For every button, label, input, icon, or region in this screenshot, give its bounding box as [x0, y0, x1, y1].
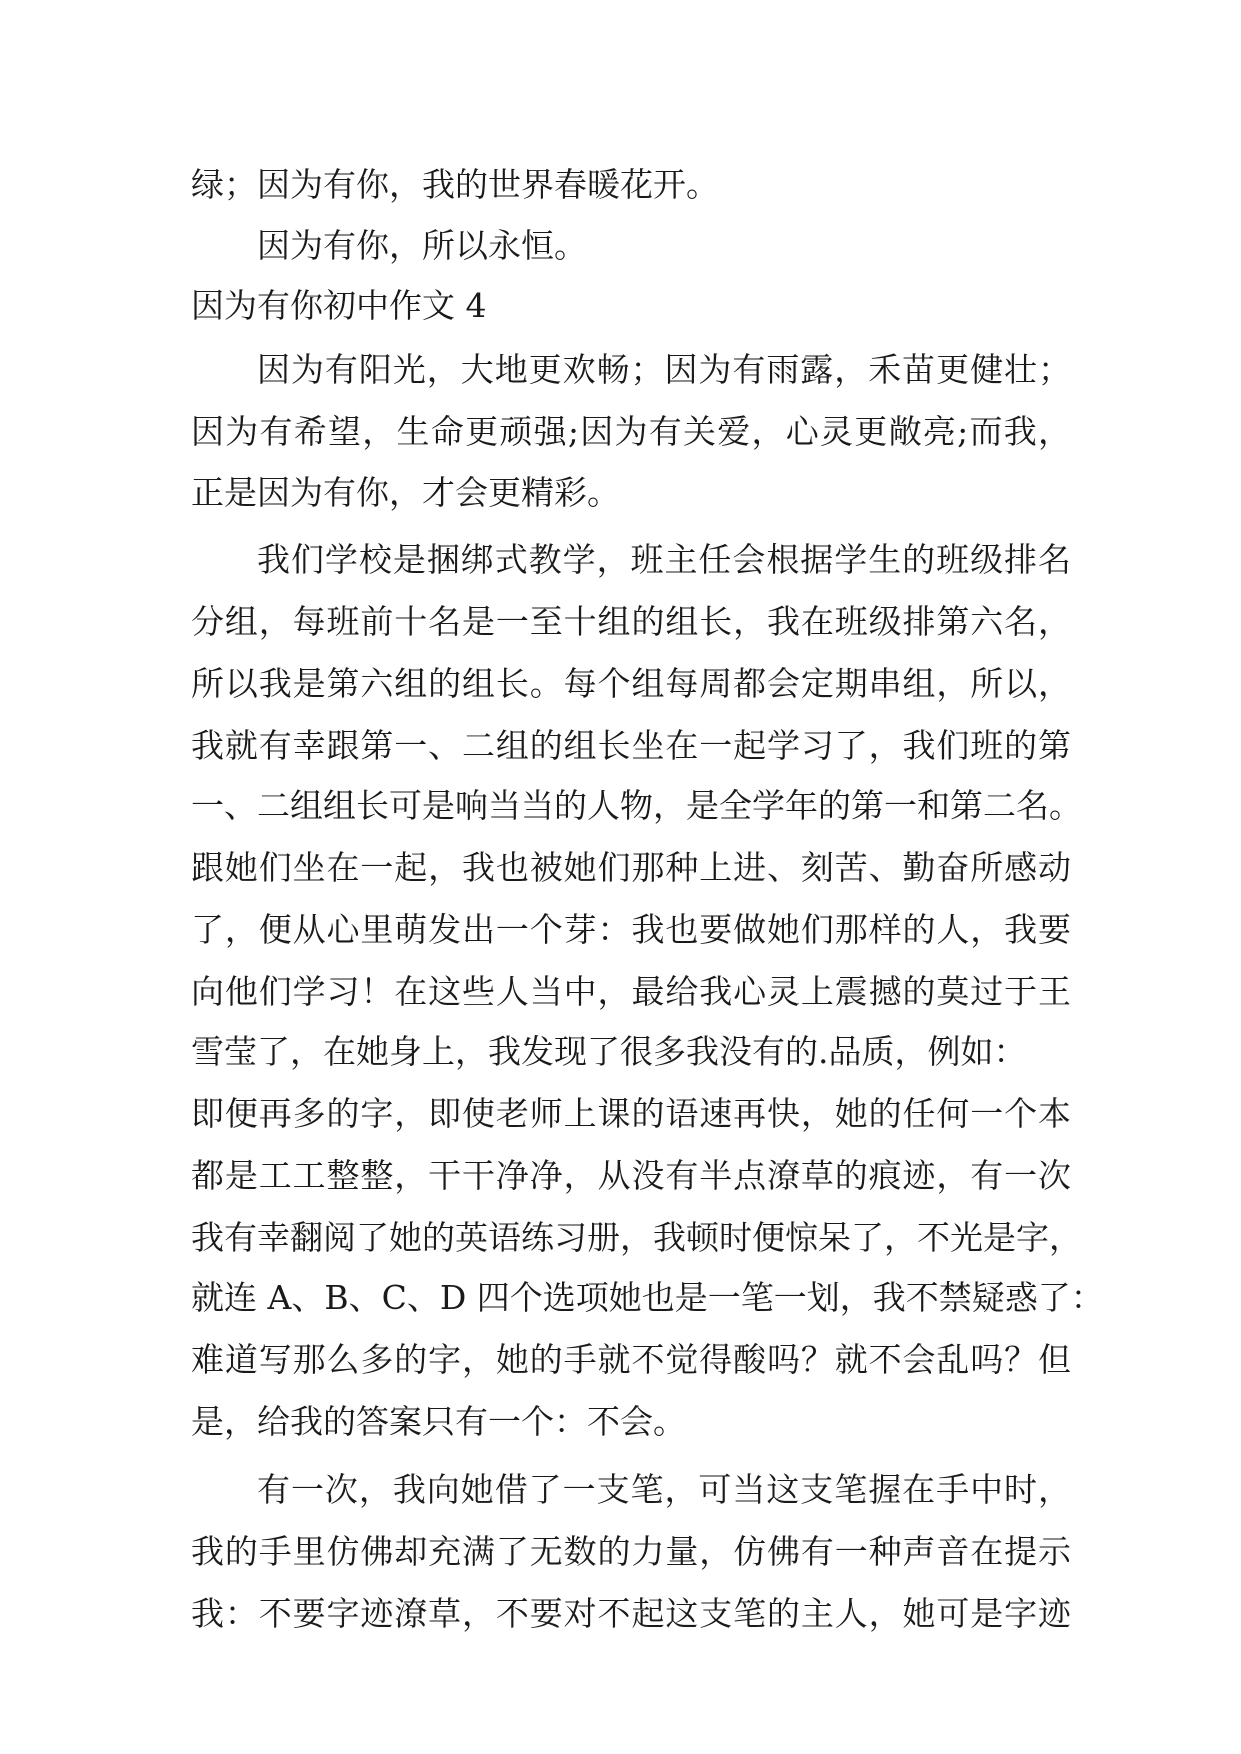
text-line: 有一次，我向她借了一支笔，可当这支笔握在手中时，	[257, 1470, 1071, 1509]
text-line: 分组，每班前十名是一至十组的组长，我在班级排第六名，	[191, 602, 1071, 641]
text-line: 正是因为有你，才会更精彩。	[191, 473, 620, 512]
text-line: 难道写那么多的字，她的手就不觉得酸吗？就不会乱吗？但	[191, 1340, 1071, 1379]
text-line: 绿；因为有你，我的世界春暖花开。	[191, 165, 719, 204]
text-line: 因为有希望，生命更顽强;因为有关爱，心灵更敞亮;而我，	[191, 412, 1071, 451]
text-line: 向他们学习！在这些人当中，最给我心灵上震撼的莫过于王	[191, 972, 1071, 1011]
text-line: 就连 A、B、C、D 四个选项她也是一笔一划，我不禁疑惑了：	[191, 1278, 1104, 1317]
text-line: 我们学校是捆绑式教学，班主任会根据学生的班级排名	[257, 540, 1071, 579]
text-line: 一、二组组长可是响当当的人物，是全学年的第一和第二名。	[191, 786, 1082, 825]
text-line: 跟她们坐在一起，我也被她们那种上进、刻苦、勤奋所感动	[191, 848, 1071, 887]
text-line: 因为有你，所以永恒。	[257, 226, 587, 265]
text-line: 即便再多的字，即使老师上课的语速再快，她的任何一个本	[191, 1094, 1071, 1133]
text-line: 我的手里仿佛却充满了无数的力量，仿佛有一种声音在提示	[191, 1532, 1071, 1571]
text-line: 我有幸翻阅了她的英语练习册，我顿时便惊呆了，不光是字，	[191, 1218, 1082, 1257]
text-line: 都是工工整整，干干净净，从没有半点潦草的痕迹，有一次	[191, 1156, 1071, 1195]
section-heading: 因为有你初中作文 4	[191, 286, 487, 325]
text-line: 我：不要字迹潦草，不要对不起这支笔的主人，她可是字迹	[191, 1594, 1071, 1633]
text-line: 因为有阳光，大地更欢畅；因为有雨露，禾苗更健壮；	[257, 350, 1071, 389]
text-line: 所以我是第六组的组长。每个组每周都会定期串组，所以，	[191, 664, 1071, 703]
text-line: 是，给我的答案只有一个：不会。	[191, 1402, 686, 1441]
text-line: 我就有幸跟第一、二组的组长坐在一起学习了，我们班的第	[191, 726, 1071, 765]
text-line: 雪莹了，在她身上，我发现了很多我没有的.品质，例如：	[191, 1032, 1027, 1071]
text-line: 了，便从心里萌发出一个芽：我也要做她们那样的人，我要	[191, 910, 1071, 949]
